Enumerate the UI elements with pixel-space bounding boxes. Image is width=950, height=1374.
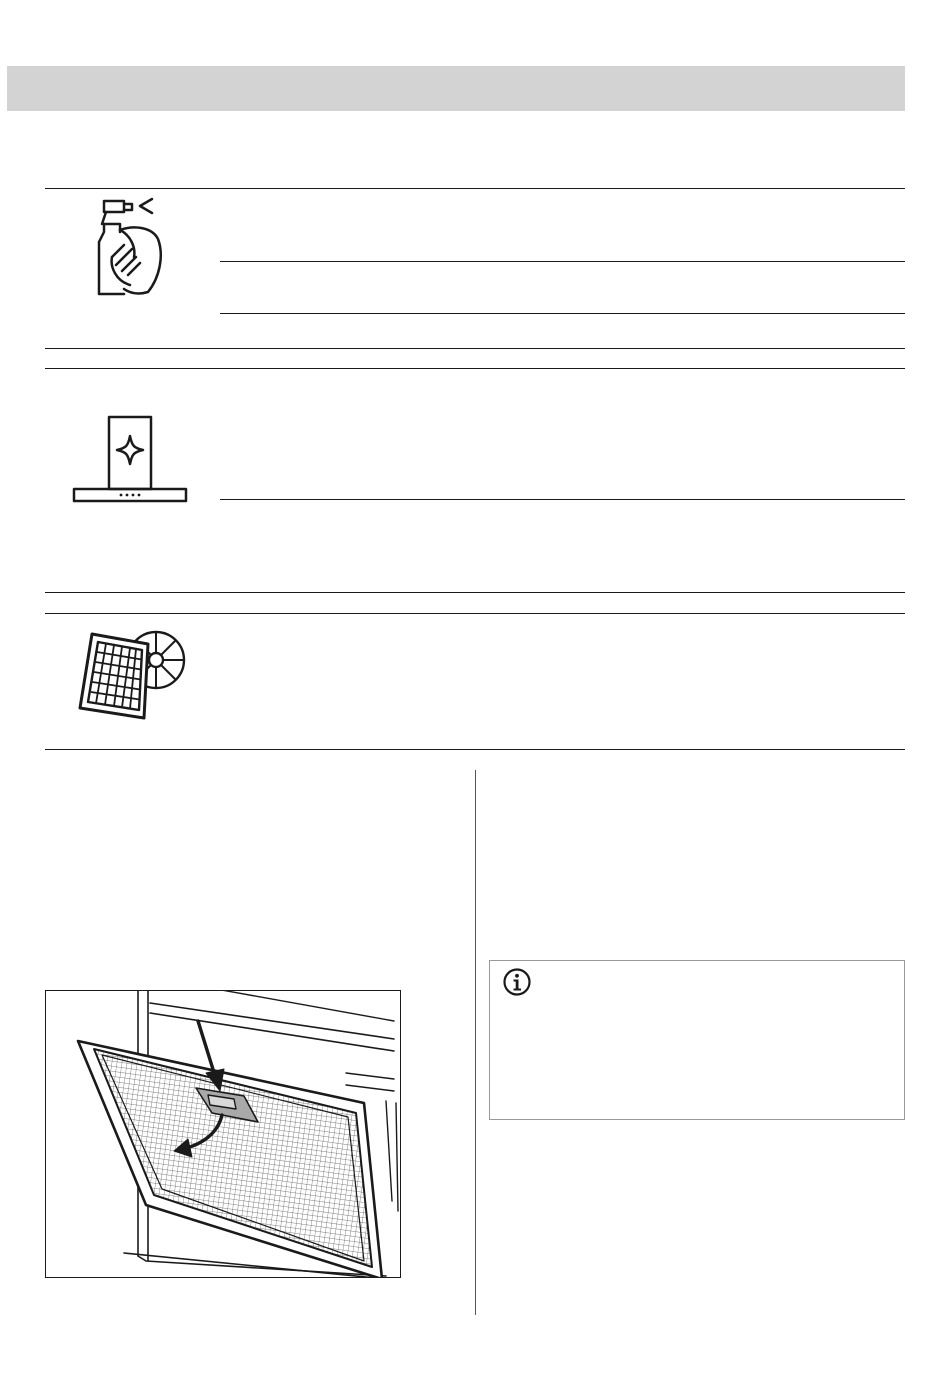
info-icon [502,967,532,997]
row-divider [220,499,905,500]
row-divider [220,313,905,314]
table-top-rule [45,188,905,189]
table-top-rule [45,368,905,369]
cooker-hood-sparkle-icon [72,414,190,506]
column-separator [475,770,476,1315]
table-top-rule [45,613,905,614]
table-bottom-rule [45,592,905,593]
info-note-box [489,960,905,1120]
row-divider [220,261,905,262]
grease-filter-fan-icon [78,620,190,720]
table-bottom-rule [45,749,905,750]
table-bottom-rule [45,348,905,349]
spray-cloth-icon [90,195,165,300]
grease-filter-removal-illustration [45,990,401,1278]
section-header-bar [7,66,905,111]
